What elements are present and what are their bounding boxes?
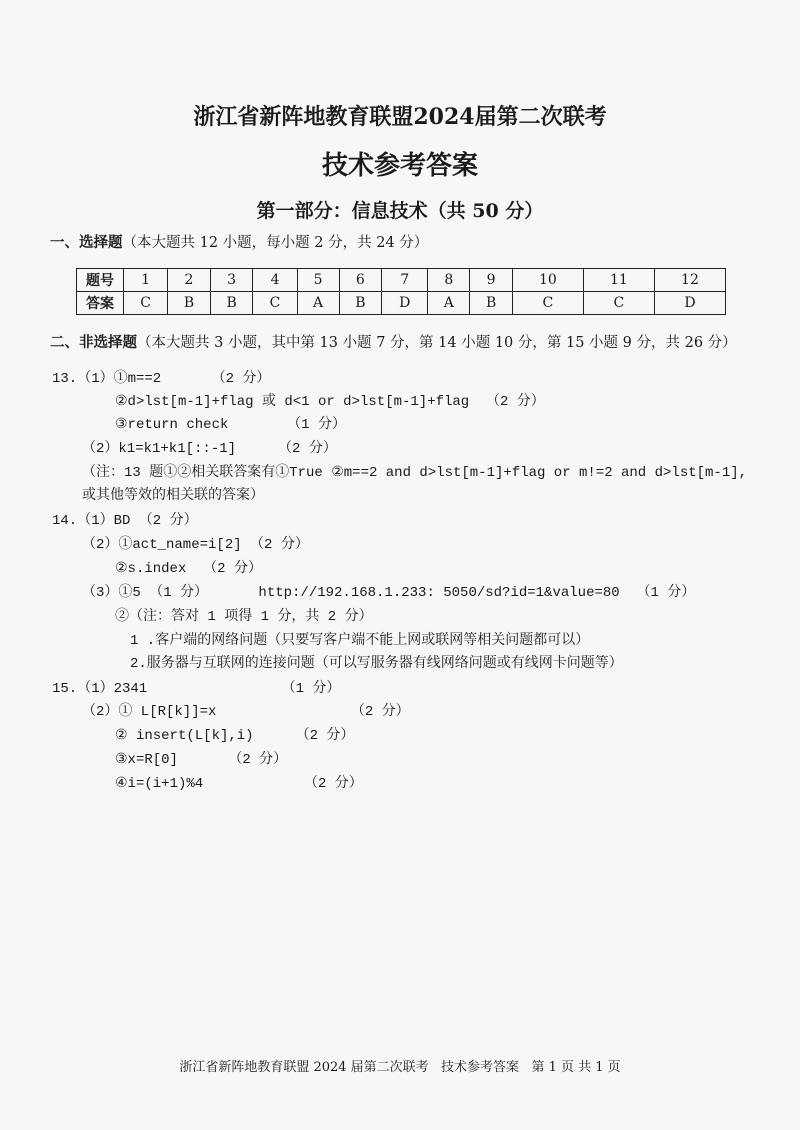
section1-label: 一、选择题 bbox=[50, 234, 123, 251]
section1-desc: （本大题共 12 小题，每小题 2 分，共 24 分） bbox=[122, 235, 429, 251]
question-number: 10 bbox=[512, 269, 583, 292]
section1-heading bbox=[50, 233, 428, 253]
answer-line: 13.（1）①m==2 （2 分） bbox=[52, 371, 271, 387]
document-subtitle: 技术参考答案 bbox=[321, 151, 478, 181]
answer-line: ② insert(L[k],i) （2 分） bbox=[115, 728, 355, 744]
answer-cell: C bbox=[253, 292, 297, 315]
answer-line: ④i=(i+1)%4 （2 分） bbox=[115, 776, 363, 792]
page-footer: 浙江省新阵地教育联盟 2024 届第二次联考 技术参考答案 第 1 页 共 1 页 bbox=[179, 1060, 621, 1075]
question-number: 1 bbox=[124, 269, 168, 292]
answer-line: （2）①act_name=i[2] （2 分） bbox=[82, 537, 309, 553]
answer-line: 15.（1）2341 （1 分） bbox=[52, 681, 341, 697]
answer-cell: B bbox=[470, 292, 513, 315]
answer-line: 14.（1）BD （2 分） bbox=[52, 513, 198, 529]
answer-line: （2）k1=k1+k1[::-1] （2 分） bbox=[82, 441, 337, 457]
answer-cell: C bbox=[583, 292, 654, 315]
answer-line: ②s.index （2 分） bbox=[115, 561, 262, 577]
answer-line: （3）①5 （1 分） http://192.168.1.233: 5050/sd?id=1&value=80 （1 分） bbox=[82, 585, 696, 601]
question-number: 9 bbox=[470, 269, 513, 292]
section2-heading bbox=[50, 333, 737, 353]
answer-cell: D bbox=[382, 292, 428, 315]
part-heading: 第一部分：信息技术（共 50 分） bbox=[256, 200, 544, 222]
answer-line: （2）① L[R[k]]=x （2 分） bbox=[82, 704, 410, 720]
section2-label: 二、非选择题 bbox=[50, 334, 137, 351]
question-number: 3 bbox=[210, 269, 253, 292]
question-number: 4 bbox=[253, 269, 297, 292]
answer-line: （注：13 题①②相关联答案有①True ②m==2 and d>lst[m-1]+flag or m!=2 and d>lst[m-1], bbox=[82, 465, 748, 481]
question-number: 12 bbox=[654, 269, 725, 292]
header-answer: 答案 bbox=[77, 292, 124, 315]
answer-cell: A bbox=[297, 292, 339, 315]
section2-desc: （本大题共 3 小题，其中第 13 小题 7 分，第 14 小题 10 分，第 15 小题 9 分，共 26 分） bbox=[137, 335, 737, 351]
answer-line: ②d>lst[m-1]+flag 或 d<1 or d>lst[m-1]+flag （2 分） bbox=[115, 394, 545, 410]
answer-cell: B bbox=[339, 292, 382, 315]
question-number: 11 bbox=[583, 269, 654, 292]
header-question-no: 题号 bbox=[77, 269, 124, 292]
question-number: 6 bbox=[339, 269, 382, 292]
answer-line: ②（注：答对 1 项得 1 分，共 2 分） bbox=[115, 609, 373, 625]
answer-line: 1 .客户端的网络问题（只要写客户端不能上网或联网等相关问题都可以） bbox=[130, 633, 590, 649]
answer-line: ③return check （1 分） bbox=[115, 417, 346, 433]
answer-cell: C bbox=[124, 292, 168, 315]
question-number: 8 bbox=[428, 269, 470, 292]
question-number: 7 bbox=[382, 269, 428, 292]
answer-line: 或其他等效的相关联的答案） bbox=[82, 488, 264, 504]
answer-line: 2.服务器与互联网的连接问题（可以写服务器有线网络问题或有线网卡问题等） bbox=[130, 656, 623, 672]
answer-line: ③x=R[0] （2 分） bbox=[115, 752, 288, 768]
answer-cell: A bbox=[428, 292, 470, 315]
answer-table bbox=[76, 268, 726, 315]
answer-cell: B bbox=[210, 292, 253, 315]
answer-cell: C bbox=[512, 292, 583, 315]
answer-cell: D bbox=[654, 292, 725, 315]
document-title: 浙江省新阵地教育联盟2024届第二次联考 bbox=[193, 104, 607, 130]
question-number: 2 bbox=[168, 269, 211, 292]
answer-cell: B bbox=[168, 292, 211, 315]
question-number: 5 bbox=[297, 269, 339, 292]
